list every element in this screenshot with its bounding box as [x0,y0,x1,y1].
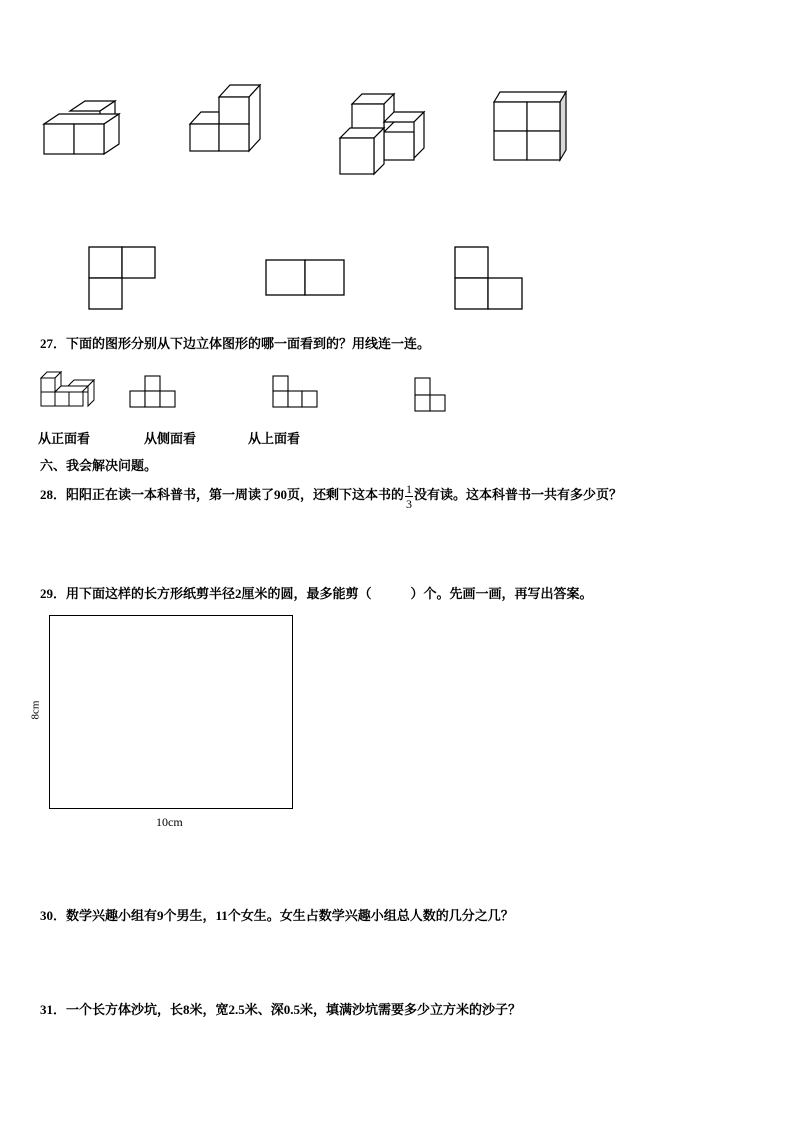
question-30 [40,905,514,924]
q27-view-b [270,374,320,410]
question-text-before: ．阳阳正在读一本科普书，第一周读了90页，还剩下这本书的 [53,487,405,502]
view-label-side: 从侧面看 [144,431,197,446]
question-28 [40,480,622,511]
solid-figure-3 [338,92,430,180]
q27-view-a [128,374,178,410]
solid-figure-4 [490,90,570,162]
view-figure-l-shape [86,245,158,313]
fraction [405,482,413,511]
q27-view-c [412,374,448,414]
fraction-denominator: 3 [406,496,413,511]
question-text-after: 没有读。这本科普书一共有多少页？ [414,487,623,502]
solid-figure-1 [40,98,130,158]
fraction-numerator: 1 [406,481,413,496]
view-label-front: 从正面看 [38,431,91,446]
solid-figure-2 [188,82,268,156]
question-number: 31 [40,1002,53,1017]
question-27 [40,333,430,352]
question-29 [40,583,593,602]
height-label: 8cm [29,700,42,720]
question-text: ．用下面这样的长方形纸剪半径2厘米的圆，最多能剪（ ）个。先画一画，再写出答案。 [53,586,593,601]
view-figure-reverse-l [452,245,526,313]
question-text: ．一个长方体沙坑，长8米，宽2.5米、深0.5米，填满沙坑需要多少立方米的沙子？ [53,1002,522,1017]
question-number: 30 [40,908,53,923]
view-label-top: 从上面看 [248,431,301,446]
question-text: ．数学兴趣小组有9个男生，11个女生。女生占数学兴趣小组总人数的几分之几？ [53,908,514,923]
question-text: ．下面的图形分别从下边立体图形的哪一面看到的？用线连一连。 [53,336,431,351]
width-label: 10cm [156,815,183,829]
view-figure-two-squares [264,258,348,298]
rectangle-paper [49,615,293,809]
question-number: 27 [40,336,53,351]
question-31 [40,999,521,1018]
section-title: 六、我会解决问题。 [40,458,158,473]
question-number: 29 [40,586,53,601]
q27-solid-figure [38,368,102,412]
question-number: 28 [40,487,53,502]
